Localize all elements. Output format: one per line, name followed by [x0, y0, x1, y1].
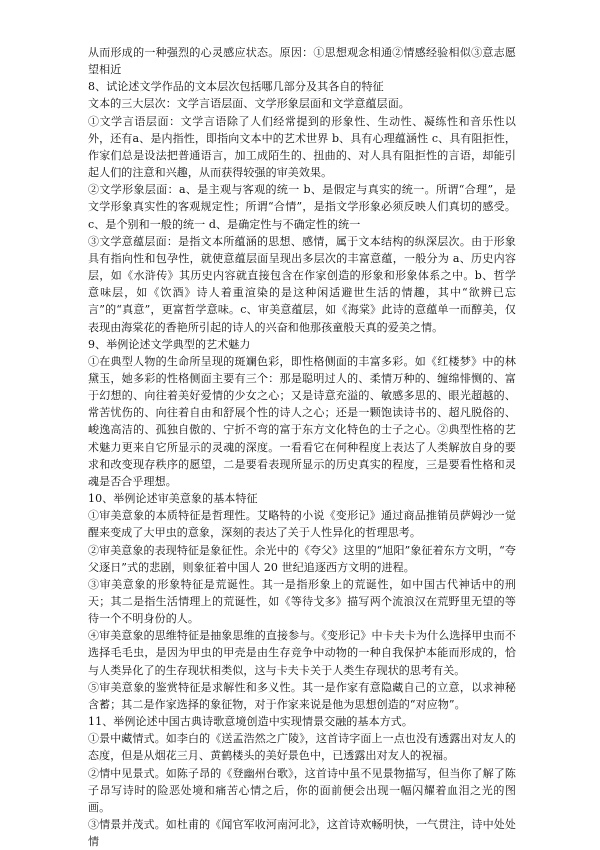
- question-heading-8: 8、试论述文学作品的文本层次包括哪几部分及其各自的特征: [88, 80, 384, 94]
- text-paragraph: ④审美意象的思维特征是抽象思维的直接参与。《变形记》中卡夫卡为什么选择甲虫而不选择毛毛虫，是因为甲虫的甲壳是由生存竞争中动物的一种自我保护本能而形成的，恰与人类异化了的生存现状相类似，这与卡夫卡关于人类生存现状的思考有关。: [88, 629, 516, 677]
- question-heading-9: 9、举例论述文学典型的艺术魅力: [88, 337, 251, 351]
- text-paragraph: 从而形成的一种强烈的心灵感应状态。原因：①思想观念相通②情感经验相似③意志愿望相近: [88, 46, 516, 77]
- text-paragraph: ②情中见景式。如陈子昂的《登幽州台歌》，这首诗中虽不见景物描写，但当你了解了陈子昂写诗时的险恶处境和痛苦心情之后，你的面前便会出现一幅闪耀着血泪之光的图画。: [88, 766, 516, 814]
- text-paragraph: ②审美意象的表现特征是象征性。余光中的《夸父》这里的“旭阳”象征着东方文明，“夸父逐日”式的悲剧，则象征着中国人 20 世纪追逐西方文明的进程。: [88, 543, 516, 574]
- text-paragraph: ①审美意象的本质特征是哲理性。艾略特的小说《变形记》通过商品推销员萨姆沙一觉醒来变成了大甲虫的意象，深刻的表达了关于人性异化的哲理思考。: [88, 509, 516, 540]
- text-paragraph: ①在典型人物的生命所呈现的斑斓色彩，即性格侧面的丰富多彩。如《红楼梦》中的林黛玉，她多彩的性格侧面主要有三个：那是聪明过人的、柔情万种的、缠绵悱恻的、富于幻想的、向往着美好爱情的少女之心；又是诗意充溢的、敏感多思的、眼光超越的、常苦忧伤的、向往着自由和舒展个性的诗人之心；还是一颗饱读诗书的、超凡脱俗的、峻逸高洁的、孤独自傲的、宁折不弯的富于东方文化特色的士子之心。②典型性格的艺术魅力更来自它所显示的灵魂的深度。一看看它在何种程度上表达了人类解放自身的要求和改变现存秩序的愿望，二是要看表现所显示的历史真实的程度，三是要看性格和灵魂是否合乎理想。: [88, 354, 516, 488]
- question-heading-11: 11、举例论述中国古典诗歌意境创造中实现情景交融的基本方式。: [88, 715, 413, 729]
- text-paragraph: ③情景并茂式。如杜甫的《闻官军收河南河北》，这首诗欢畅明快，一气贯注，诗中处处情: [88, 818, 516, 849]
- text-paragraph: ①文学言语层面：文学言语除了人们经常提到的形象性、生动性、凝练性和音乐性以外，还有a、是内指性，即指向文本中的艺术世界 b、具有心理蕴涵性 c、具有阻拒性，作家们总是设法把普通语言，加工成陌生的、扭曲的、对人具有阻拒性的言语，却能引起人们的注意和兴趣，从而获得较强的审美效果。: [88, 114, 516, 180]
- text-paragraph: ⑤审美意象的鉴赏特征是求解性和多义性。其一是作家有意隐藏自己的立意，以求神秘含蓄；其二是作家选择的象征物，对于作家来说是他为思想创造的“对应物”。: [88, 680, 516, 711]
- text-paragraph: ②文学形象层面：a、是主观与客观的统一 b、是假定与真实的统一。所谓“合理”，是文学形象真实性的客观规定性；所谓“合情”，是指文学形象必须反映人们真切的感受。c、是个别和一般的统一 d、是确定性与不确定性的统一: [88, 183, 516, 231]
- document-page: [88, 44, 516, 850]
- text-paragraph: 文本的三大层次：文学言语层面、文学形象层面和文学意蕴层面。: [88, 97, 410, 111]
- text-paragraph: ③审美意象的形象特征是荒诞性。其一是指形象上的荒诞性，如中国古代神话中的刑天；其二是指生活情理上的荒诞性，如《等待戈多》描写两个流浪汉在荒野里无望的等待一个不明身份的人。: [88, 577, 516, 626]
- question-heading-10: 10、举例论述审美意象的基本特征: [88, 492, 258, 506]
- text-paragraph: ③文学意蕴层面：是指文本所蕴涵的思想、感情，属于文本结构的纵深层次。由于形象具有指向性和包孕性，就使意蕴层面呈现出多层次的丰富意蕴，一般分为 a、历史内容层，如《水浒传》其历史内容就直接包含在作家创造的形象和形象体系之中。b、哲学意味层，如《饮酒》诗人着重渲染的是这种闲适避世生活的情趣，其中“欲辨已忘言”的“真意”，更富哲学意味。c、审美意蕴层，如《海棠》此诗的意蕴单一而醇美，仅表现由海棠花的香艳所引起的诗人的兴奋和他那孩童般天真的爱美之情。: [88, 234, 516, 334]
- text-paragraph: ①景中藏情式。如李白的《送孟浩然之广陵》，这首诗字面上一点也没有透露出对友人的态度，但是从烟花三月、黄鹤楼头的美好景色中，已透露出对友人的祝福。: [88, 732, 516, 763]
